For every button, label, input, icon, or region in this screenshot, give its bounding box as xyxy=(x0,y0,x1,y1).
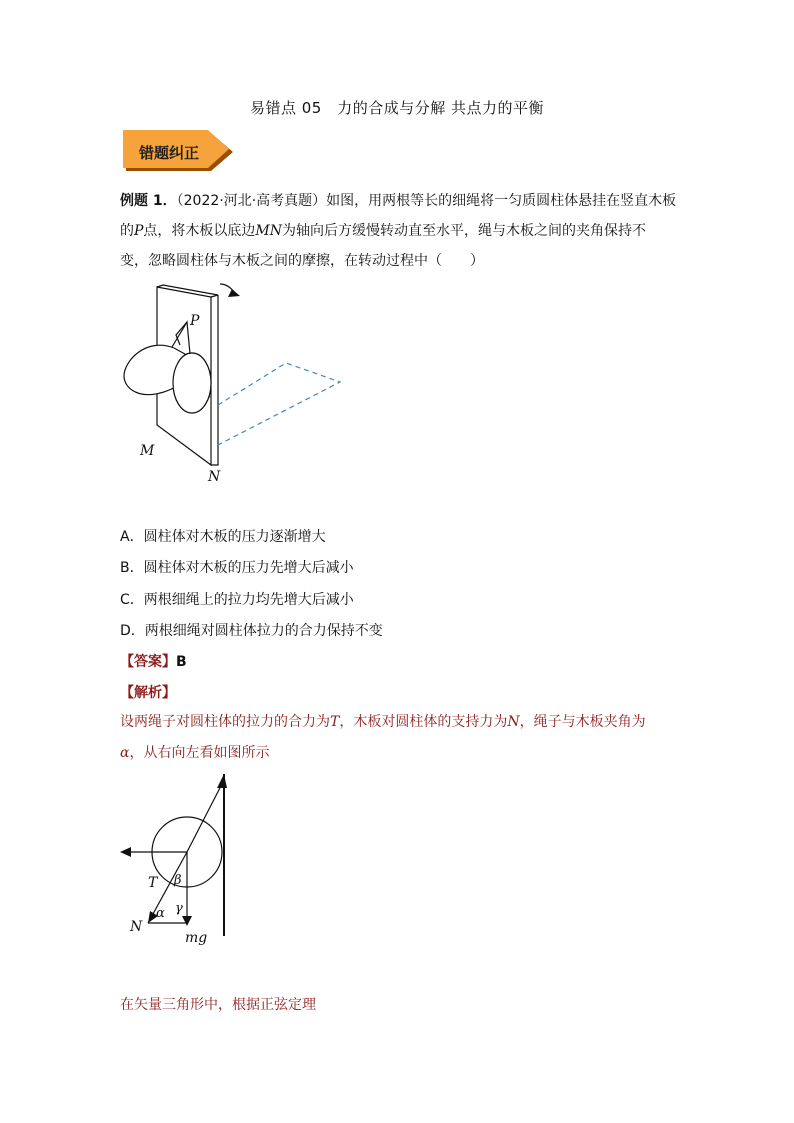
analysis-label: 【解析】 xyxy=(120,685,176,701)
var-p: P xyxy=(134,223,144,239)
label-beta: β xyxy=(174,873,182,888)
answer-value: B xyxy=(176,654,187,670)
option-b: B．圆柱体对木板的压力先增大后减小 xyxy=(120,560,354,576)
label-m: M xyxy=(140,443,155,459)
option-a: A．圆柱体对木板的压力逐渐增大 xyxy=(120,529,326,545)
option-c: C．两根细绳上的拉力均先增大后减小 xyxy=(120,592,354,608)
var-alpha: α xyxy=(120,745,130,761)
closing-text: 在矢量三角形中，根据正弦定理 xyxy=(120,997,316,1013)
section-badge xyxy=(123,130,235,174)
var-n: N xyxy=(507,714,520,730)
label-n2: N xyxy=(130,919,143,935)
label-n: N xyxy=(208,469,221,485)
label-p: P xyxy=(190,313,200,329)
figure-board-cylinder xyxy=(110,275,360,490)
answer-label: 【答案】 xyxy=(120,654,176,670)
option-d: D．两根细绳对圆柱体拉力的合力保持不变 xyxy=(120,623,383,639)
label-gamma: γ xyxy=(175,901,183,916)
question-label: 例题 1． xyxy=(120,193,177,209)
analysis-text: 设两绳子对圆柱体的拉力的合力为T，木板对圆柱体的支持力为N，绳子与木板夹角为 α，从右向左看如图所示 xyxy=(120,714,646,761)
question-text: 例题 1．（2022·河北·高考真题）如图，用两根等长的细绳将一匀质圆柱体悬挂在竖直木板 的P点，将木板以底边MN为轴向后方缓慢转动直至水平，绳与木板之间的夹角保持不 变，忽略圆柱体与木板之间的摩擦，在转动过程中（ ） xyxy=(120,193,677,269)
label-alpha: α xyxy=(156,906,165,921)
label-t: T xyxy=(148,875,158,891)
question-source: （2022·河北·高考真题） xyxy=(176,193,327,209)
figure-force-triangle xyxy=(110,770,240,950)
label-mg: mg xyxy=(185,930,208,946)
var-t: T xyxy=(330,714,340,730)
var-mn: MN xyxy=(255,223,283,239)
badge-label: 错题纠正 xyxy=(139,144,200,162)
page-title: 易错点 05 力的合成与分解 共点力的平衡 xyxy=(249,99,545,117)
answer-line xyxy=(120,651,187,671)
